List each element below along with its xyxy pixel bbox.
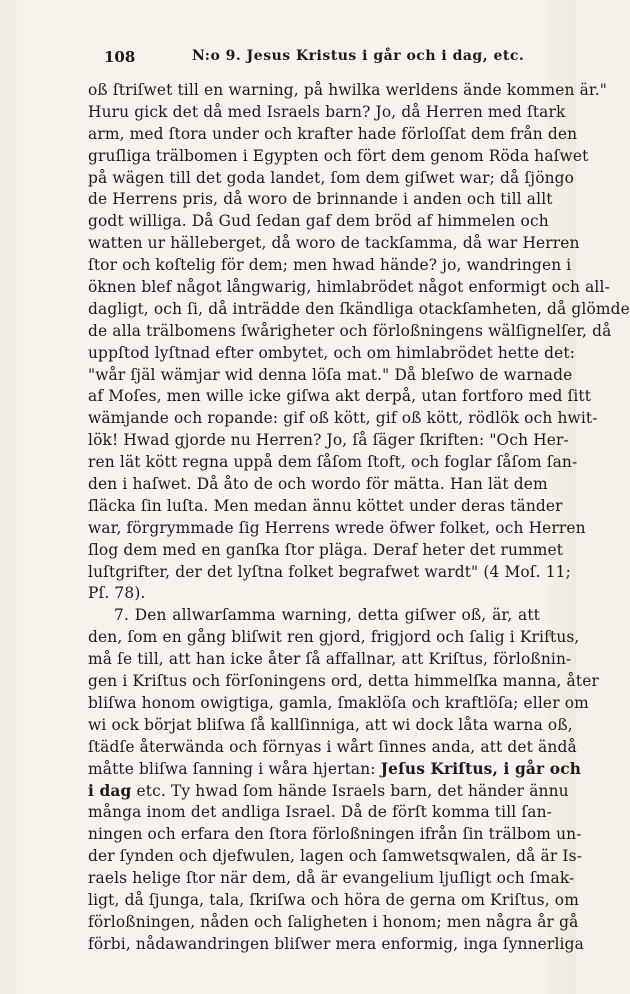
- text-line: ren lät kött regna uppå dem ſåſom ſtoft, och foglar ſåſom ſan-: [88, 453, 578, 472]
- text-line: förbi, nådawandringen bliſwer mera enformig, inga ſynnerliga: [88, 934, 584, 953]
- text-line: der ſynden och djefwulen, lagen och ſamwetsqwalen, då är Is-: [88, 847, 583, 866]
- text-line: gen i Kriſtus och förſoningens ord, detta himmelſka manna, åter: [88, 672, 599, 691]
- text-line: af Moſes, men wille icke giſwa akt derpå, utan fortforo med ſitt: [88, 387, 592, 406]
- text-run: måtte bliſwa ſanning i wåra hjertan:: [88, 759, 381, 778]
- text-line: den i haſwet. Då åto de och wordo för mätta. Han lät dem: [88, 475, 548, 494]
- text-line: luſtgrifter, der det lyſtna folket begrafwet wardt" (4 Moſ. 11;: [88, 562, 571, 581]
- text-line: de alla trälbomens ſwårigheter och förloßningens wälſignelſer, då: [88, 321, 612, 340]
- text-line: den, ſom en gång bliſwit ren gjord, frigjord och ſalig i Kriſtus,: [88, 628, 580, 647]
- ink-spot: [548, 632, 553, 637]
- text-line: uppſtod lyſtnad efter ombytet, och om himlabrödet hette det:: [88, 343, 576, 362]
- text-line: bliſwa honom owigtiga, gamla, ſmaklöſa och kraftlöſa; eller om: [88, 693, 589, 712]
- text-line: wämjande och ropande: gif oß kött, gif oß kött, rödlök och hwit-: [88, 409, 598, 428]
- text-line: Huru gick det då med Israels barn? Jo, då Herren med ſtark: [88, 102, 566, 121]
- running-title: N:o 9. Jesus Kristus i går och i dag, etc.: [192, 48, 525, 64]
- text-line: på wägen till det goda landet, ſom dem giſwet war; då ſjöngo: [88, 168, 575, 187]
- text-line: "wår ſjäl wämjar wid denna löſa mat." Då bleſwo de warnade: [88, 365, 573, 384]
- emphasized-phrase: Jeſus Kriſtus, i går och: [380, 759, 582, 778]
- text-line: ligt, då ſjunga, tala, ſkriſwa och höra de gerna om Kriſtus, om: [88, 890, 579, 909]
- text-line: ningen och erfara den ſtora förloßningen ifrån ſin trälbom un-: [88, 825, 582, 844]
- body-text: [88, 80, 630, 956]
- text-line: ſläcka ſin luſta. Men medan ännu köttet under deras tänder: [88, 496, 563, 515]
- text-line: öknen blef något långwarig, himlabrödet något enformigt och all-: [88, 278, 610, 297]
- text-line-emphasis: [88, 781, 569, 803]
- text-line: godt williga. Då Gud ſedan gaf dem bröd af himmelen och: [88, 212, 549, 231]
- emphasized-phrase: i dag: [88, 781, 132, 800]
- paragraph-1: [88, 80, 630, 605]
- paragraph-2: [88, 605, 599, 955]
- text-line: oß ſtriſwet till en warning, på hwilka werldens ände kommen är.": [88, 81, 608, 99]
- text-line: gruſliga trälbomen i Egypten och fört dem genom Röda haſwet: [88, 146, 589, 165]
- text-line: ſtor och koſtelig för dem; men hwad hände? jo, wandringen i: [88, 256, 572, 275]
- text-line: många inom det andliga Israel. Då de förſt komma till ſan-: [88, 803, 552, 822]
- text-line: arm, med ſtora under och krafter hade förloſſat dem från den: [88, 124, 578, 143]
- text-line: watten ur hälleberget, då woro de tackſamma, då war Herren: [88, 234, 580, 253]
- text-line: lök! Hwad gjorde nu Herren? Jo, ſå ſäger ſkriften: "Och Her-: [88, 431, 569, 450]
- text-line: förloßningen, nåden och ſaligheten i honom; men några år gå: [88, 912, 579, 931]
- text-line: ſlog dem med en ganſka ſtor pläga. Deraf heter det rummet: [88, 540, 564, 559]
- text-line: ſtädſe återwända och förnyas i wårt ſinnes anda, att det ändå: [88, 737, 577, 756]
- text-line: de Herrens pris, då woro de brinnande i anden och till allt: [88, 190, 553, 209]
- text-line-emphasis: [88, 759, 582, 781]
- text-run: etc. Ty hwad ſom hände Israels barn, det händer ännu: [131, 781, 569, 800]
- text-line: raels helige ſtor när dem, då är evangelium ljuſligt och ſmak-: [88, 869, 575, 888]
- text-line: må ſe till, att han icke åter ſå affallnar, att Kriſtus, förloßnin-: [88, 650, 572, 669]
- text-line: war, förgrymmade ſig Herrens wrede öfwer folket, och Herren: [88, 518, 586, 537]
- text-line: 7. Den allwarſamma warning, detta giſwer oß, är, att: [114, 606, 540, 625]
- page-number: 108: [104, 48, 136, 66]
- page-header: [88, 46, 556, 70]
- text-line: dagligt, och ſi, då inträdde den ſkändliga otackſamheten, då glömde: [88, 299, 630, 318]
- text-line: Pſ. 78).: [88, 584, 146, 603]
- text-line: wi ock börjat bliſwa ſå kallſinniga, att wi dock låta warna oß,: [88, 715, 573, 734]
